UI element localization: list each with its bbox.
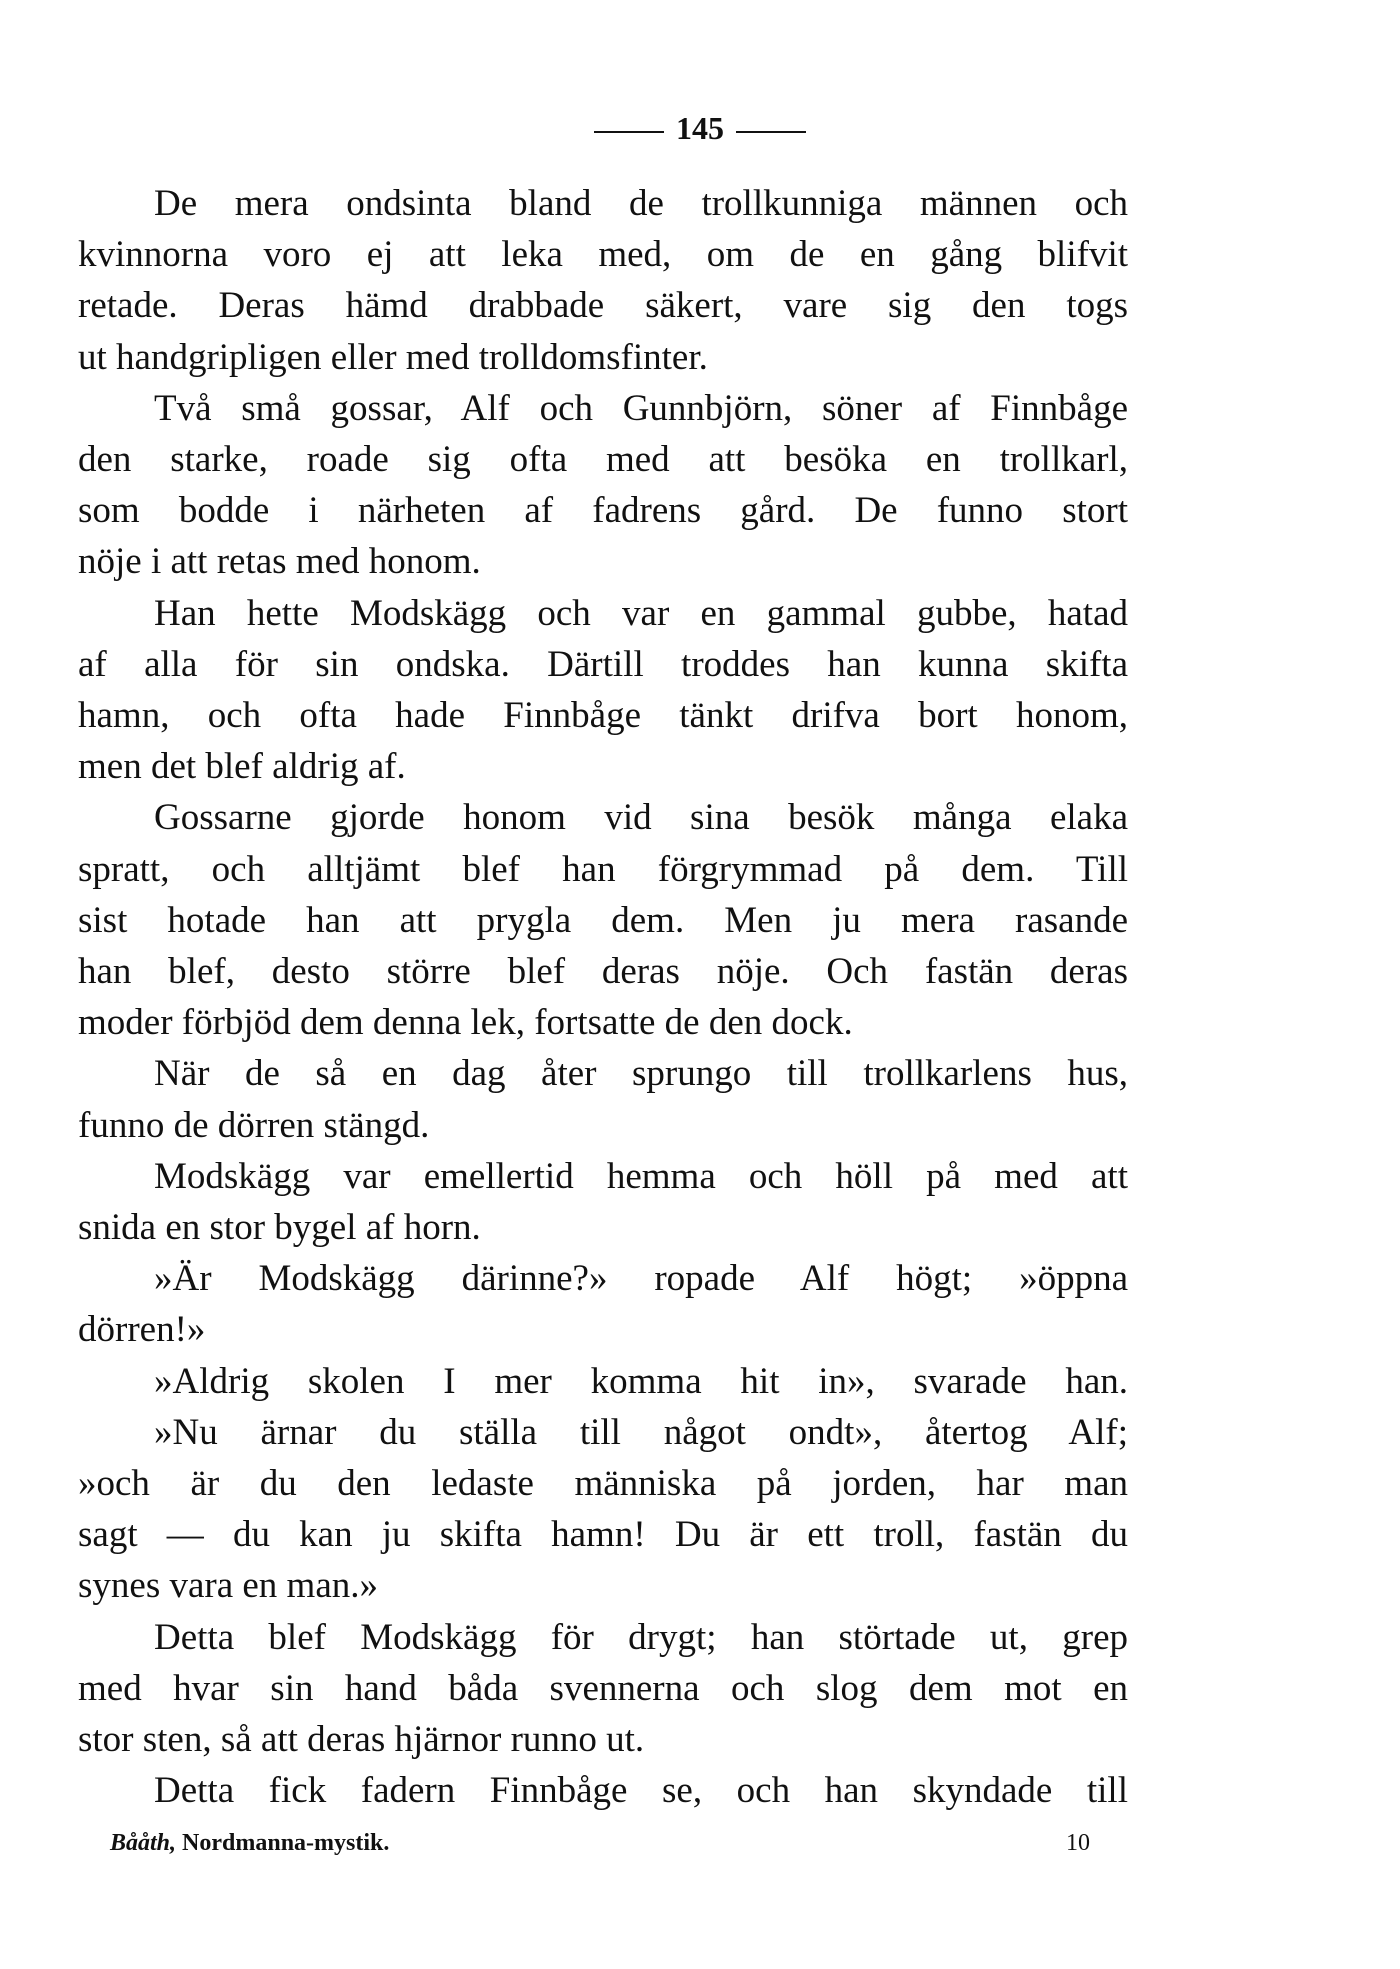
text-line: som bodde i närheten af fadrens gård. De funno stort <box>78 490 1128 532</box>
body-text <box>78 178 1128 1817</box>
text-line: Modskägg var emellertid hemma och höll på med att <box>154 1155 1128 1197</box>
paragraph <box>78 1407 1128 1612</box>
paragraph <box>78 1356 1128 1407</box>
paragraph <box>78 1612 1128 1766</box>
paragraph <box>78 1151 1128 1253</box>
text-line: af alla för sin ondska. Därtill troddes han kunna skifta <box>78 643 1128 685</box>
text-line: ut handgripligen eller med trolldomsfinter. <box>78 336 708 378</box>
text-line: »Nu ärnar du ställa till något ondt», återtog Alf; <box>154 1411 1128 1453</box>
signature-number: 10 <box>1066 1830 1090 1856</box>
paragraph <box>78 1765 1128 1816</box>
text-line: med hvar sin hand båda svennerna och slog dem mot en <box>78 1667 1128 1709</box>
text-line: synes vara en man.» <box>78 1565 379 1607</box>
text-line: Han hette Modskägg och var en gammal gubbe, hatad <box>154 592 1128 634</box>
text-line: han blef, desto större blef deras nöje. Och fastän deras <box>78 951 1128 993</box>
text-line: stor sten, så att deras hjärnor runno ut. <box>78 1719 645 1761</box>
header-dash-left <box>594 131 664 133</box>
text-line: Gossarne gjorde honom vid sina besök många elaka <box>154 797 1128 839</box>
text-line: När de så en dag åter sprungo till trollkarlens hus, <box>154 1053 1128 1095</box>
page-number: 145 <box>676 110 724 146</box>
paragraph <box>78 383 1128 588</box>
header-dash-right <box>736 131 806 133</box>
text-line: »Är Modskägg därinne?» ropade Alf högt; »öppna <box>154 1258 1128 1300</box>
paragraph <box>78 178 1128 383</box>
running-header <box>0 108 1400 148</box>
text-line: spratt, och alltjämt blef han förgrymmad på dem. Till <box>78 848 1128 890</box>
text-line: Detta blef Modskägg för drygt; han störtade ut, grep <box>154 1616 1128 1658</box>
text-line: moder förbjöd dem denna lek, fortsatte de den dock. <box>78 1002 853 1044</box>
paragraph <box>78 1253 1128 1355</box>
text-line: den starke, roade sig ofta med att besöka en trollkarl, <box>78 439 1128 481</box>
text-line: snida en stor bygel af horn. <box>78 1207 481 1249</box>
footer-author: Bååth, <box>110 1830 177 1856</box>
text-line: De mera ondsinta bland de trollkunniga männen och <box>154 183 1128 224</box>
text-line: kvinnorna voro ej att leka med, om de en gång blifvit <box>78 234 1128 276</box>
text-line: »Aldrig skolen I mer komma hit in», svarade han. <box>154 1360 1128 1402</box>
footer-title: Nordmanna-mystik. <box>182 1830 390 1856</box>
text-line: hamn, och ofta hade Finnbåge tänkt drifva bort honom, <box>78 695 1128 737</box>
text-line: dörren!» <box>78 1309 206 1351</box>
text-line: nöje i att retas med honom. <box>78 541 481 583</box>
paragraph <box>78 792 1128 1048</box>
text-line: men det blef aldrig af. <box>78 746 406 788</box>
text-line: Detta fick fadern Finnbåge se, och han skyndade till <box>154 1770 1128 1812</box>
paragraph <box>78 1048 1128 1150</box>
paragraph <box>78 588 1128 793</box>
text-line: sist hotade han att prygla dem. Men ju mera rasande <box>78 899 1128 941</box>
text-line: »och är du den ledaste människa på jorden, har man <box>78 1463 1128 1505</box>
text-line: funno de dörren stängd. <box>78 1104 430 1146</box>
text-line: Två små gossar, Alf och Gunnbjörn, söner af Finnbåge <box>154 387 1128 429</box>
footer-signature <box>110 1828 389 1858</box>
text-line: sagt — du kan ju skifta hamn! Du är ett troll, fastän du <box>78 1514 1128 1556</box>
text-line: retade. Deras hämd drabbade säkert, vare sig den togs <box>78 285 1128 327</box>
